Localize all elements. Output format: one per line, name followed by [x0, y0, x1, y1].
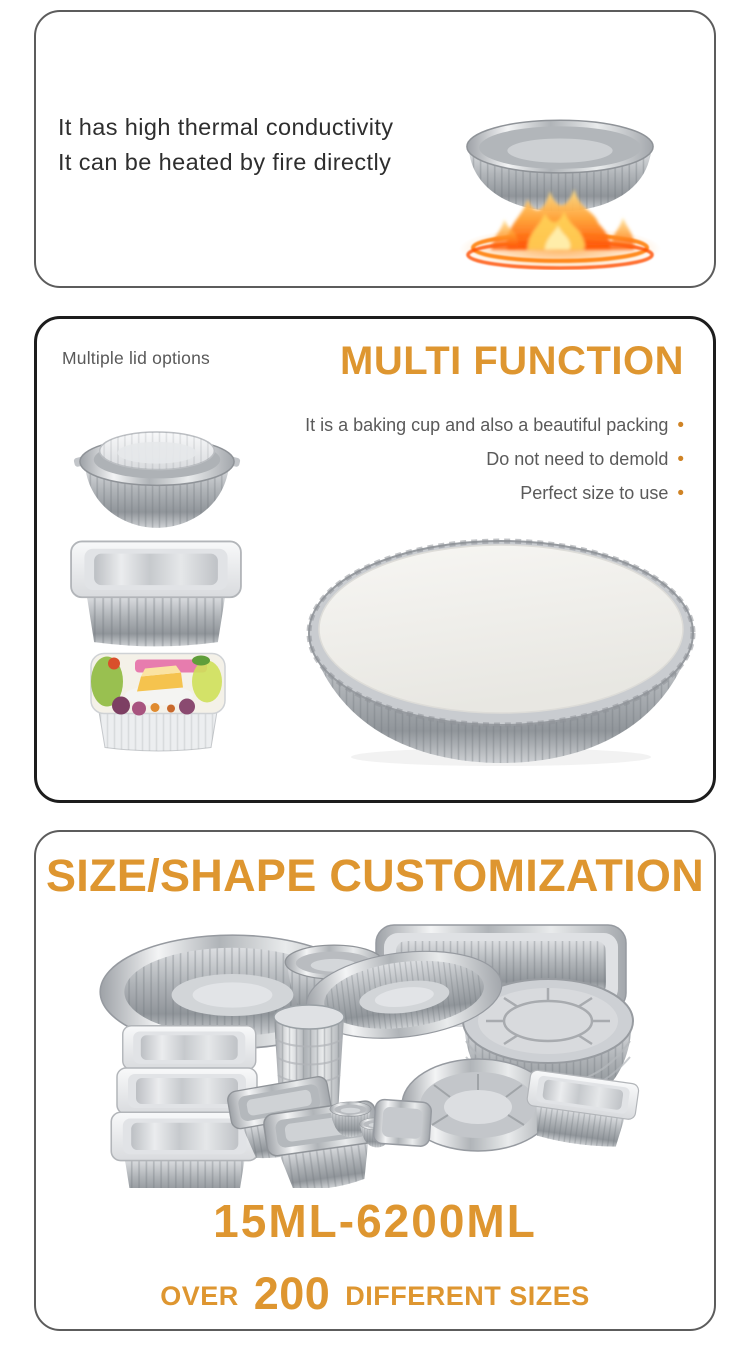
bullet-text: Do not need to demold: [486, 449, 669, 469]
section-size-customization: [34, 830, 716, 1331]
rect-foil-container-image: [65, 535, 247, 651]
over-count: 200: [253, 1268, 331, 1319]
multi-side-label: Multiple lid options: [62, 348, 210, 368]
section-thermal: [34, 10, 716, 288]
bullet-item: [486, 449, 684, 470]
size-over-line: [36, 1268, 714, 1320]
round-pan-white-lid-image: [301, 525, 701, 770]
bullet-dot-icon: •: [677, 449, 684, 470]
size-title: SIZE/SHAPE CUSTOMIZATION: [45, 850, 705, 901]
multi-bullet-list: [305, 415, 684, 504]
bullet-item: [520, 483, 684, 504]
thermal-line-2: It can be heated by fire directly: [58, 148, 392, 175]
over-suffix: DIFFERENT SIZES: [345, 1281, 590, 1311]
foil-pan-fire-image: [444, 98, 676, 270]
over-prefix: OVER: [160, 1281, 239, 1311]
section-multi-function: [34, 316, 716, 803]
thermal-line-1: It has high thermal conductivity: [58, 114, 394, 140]
round-foil-bowl-image: [73, 405, 241, 539]
thermal-text: [58, 110, 393, 180]
foil-containers-collage-image: [76, 916, 676, 1188]
printed-lid-container-image: [83, 649, 233, 755]
bullet-item: [305, 415, 684, 436]
bullet-dot-icon: •: [677, 415, 684, 436]
bullet-dot-icon: •: [677, 483, 684, 504]
size-range: 15ML-6200ML: [213, 1195, 537, 1247]
multi-title: MULTI FUNCTION: [340, 339, 684, 383]
bullet-text: It is a baking cup and also a beautiful packing: [305, 415, 669, 435]
bullet-text: Perfect size to use: [520, 483, 669, 503]
